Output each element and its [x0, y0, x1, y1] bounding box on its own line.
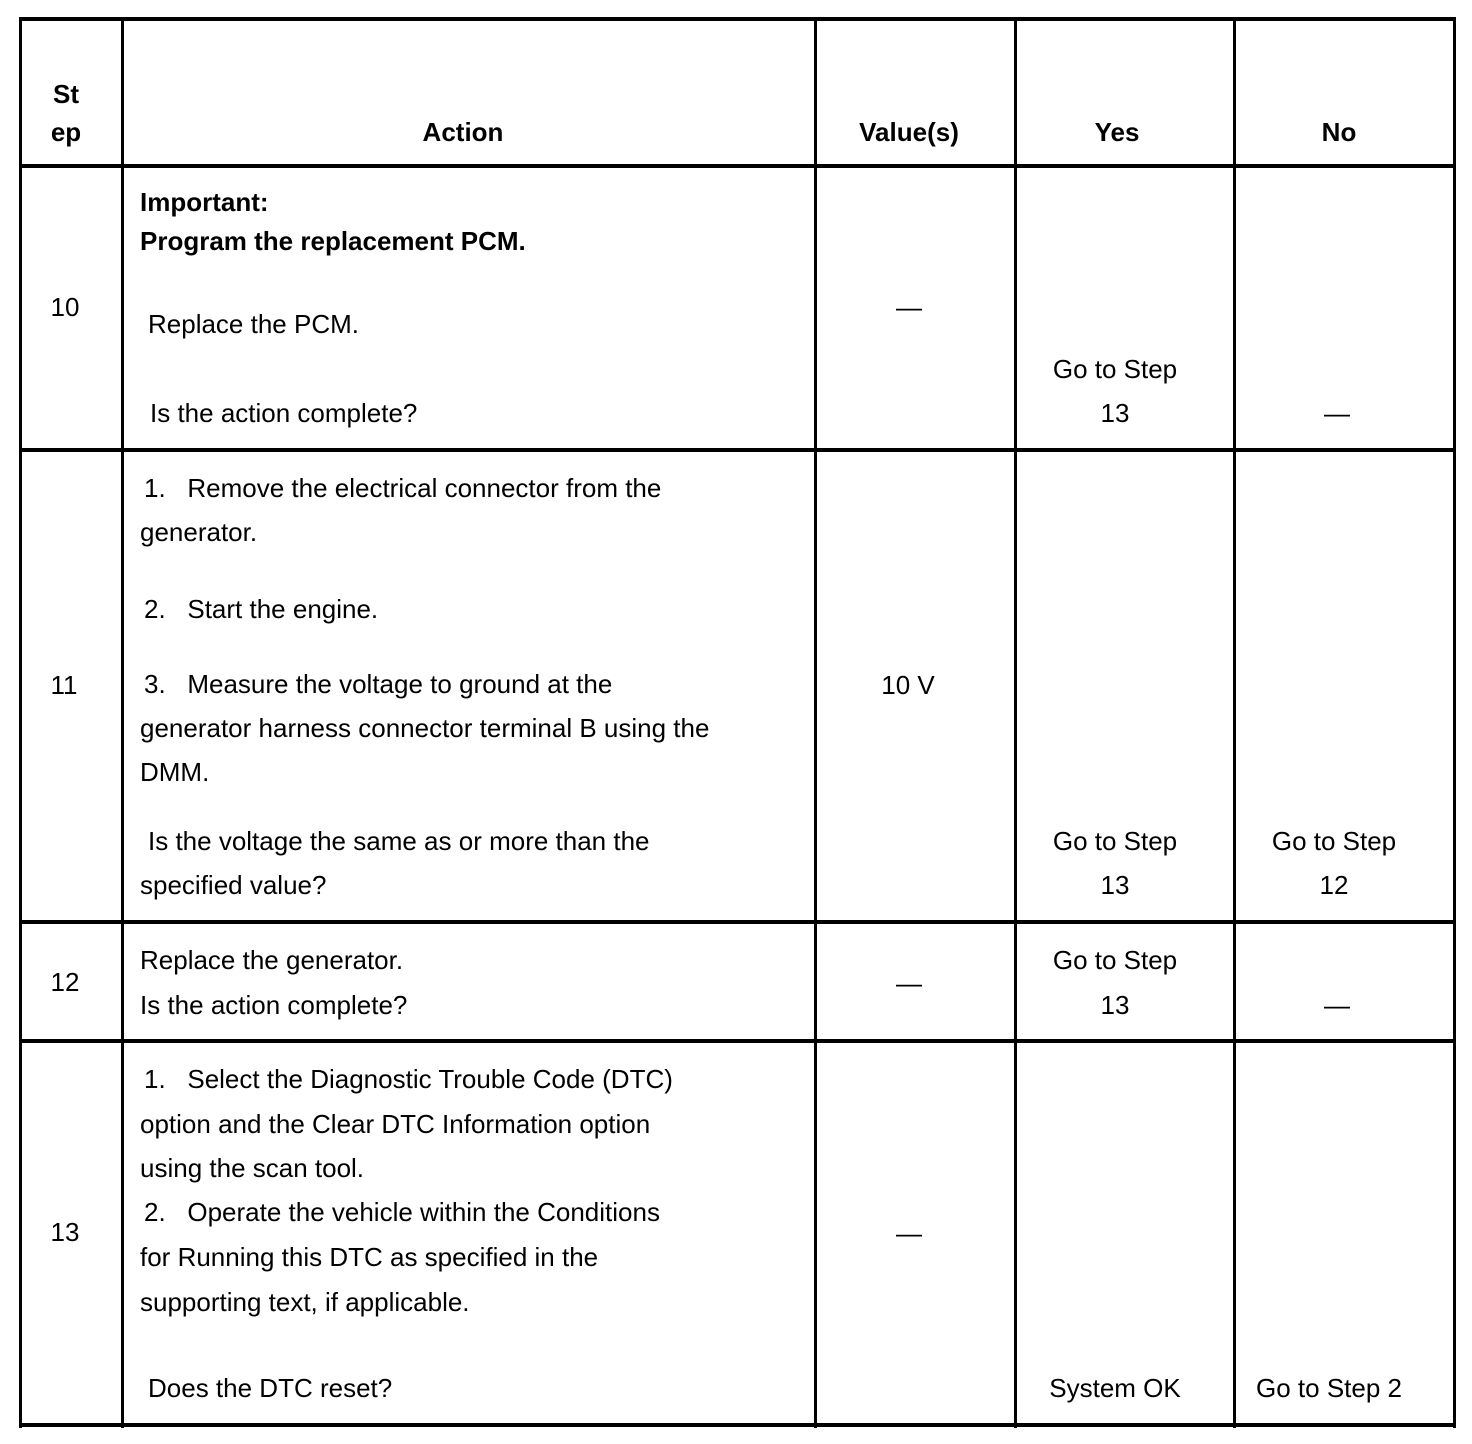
action-step-1-line3: using the scan tool.	[140, 1153, 365, 1183]
header-values: Value(s)	[859, 117, 959, 147]
header-no: No	[1321, 117, 1357, 147]
row-divider-10-11	[19, 448, 1456, 452]
step-number: 12	[50, 967, 80, 997]
action-step-3-line1: 3. Measure the voltage to ground at the	[144, 669, 613, 699]
table-border-bottom	[19, 1423, 1456, 1427]
yes-cell-line2: 13	[1100, 870, 1130, 900]
no-cell: —	[1324, 990, 1350, 1020]
table-border-left	[19, 18, 22, 1428]
action-question: Is the action complete?	[150, 398, 418, 428]
no-cell-line1: Go to Step	[1271, 826, 1397, 856]
value-cell: 10 V	[881, 670, 935, 700]
action-text: Replace the PCM.	[148, 309, 359, 339]
step-number: 13	[50, 1217, 80, 1247]
action-question-line2: specified value?	[140, 870, 327, 900]
column-divider-step	[121, 18, 124, 1428]
yes-cell-line2: 13	[1100, 990, 1130, 1020]
action-step-2-line1: 2. Operate the vehicle within the Conditions	[144, 1197, 660, 1227]
yes-cell: System OK	[1049, 1373, 1181, 1403]
header-step-line2: ep	[50, 117, 82, 147]
column-divider-values	[1014, 18, 1017, 1428]
row-divider-12-13	[19, 1039, 1456, 1043]
table-border-right	[1453, 18, 1456, 1428]
yes-cell-line1: Go to Step	[1052, 354, 1178, 384]
action-step-1-line2: generator.	[140, 517, 258, 547]
row-divider-11-12	[19, 920, 1456, 924]
header-action: Action	[422, 117, 504, 147]
no-cell-line2: 12	[1319, 870, 1349, 900]
important-label: Important:	[140, 187, 269, 217]
yes-cell-line2: 13	[1100, 398, 1130, 428]
action-step-2-line1: 2. Start the engine.	[144, 594, 379, 624]
header-step-line1: St	[53, 79, 79, 109]
no-cell: Go to Step 2	[1256, 1373, 1402, 1403]
action-step-3-line3: DMM.	[140, 757, 210, 787]
action-question: Does the DTC reset?	[148, 1373, 393, 1403]
yes-cell-line1: Go to Step	[1052, 945, 1178, 975]
no-cell: —	[1324, 398, 1350, 428]
header-yes: Yes	[1094, 117, 1140, 147]
table-border-top	[19, 17, 1456, 21]
action-step-3-line2: generator harness connector terminal B using the	[140, 713, 710, 743]
column-divider-yes	[1233, 18, 1236, 1428]
step-number: 10	[50, 292, 80, 322]
step-number: 11	[50, 670, 78, 700]
action-text: Replace the generator.	[140, 945, 404, 975]
yes-cell-line1: Go to Step	[1052, 826, 1178, 856]
action-step-2-line3: supporting text, if applicable.	[140, 1287, 470, 1317]
value-cell: —	[896, 1218, 922, 1248]
header-divider	[19, 164, 1456, 168]
action-question: Is the action complete?	[140, 990, 408, 1020]
value-cell: —	[896, 968, 922, 998]
column-divider-action	[814, 18, 817, 1428]
action-question-line1: Is the voltage the same as or more than the	[148, 826, 650, 856]
action-step-1-line1: 1. Select the Diagnostic Trouble Code (DTC)	[144, 1064, 673, 1094]
action-step-1-line2: option and the Clear DTC Information option	[140, 1109, 651, 1139]
value-cell: —	[896, 292, 922, 322]
action-step-2-line2: for Running this DTC as specified in the	[140, 1242, 599, 1272]
action-step-1-line1: 1. Remove the electrical connector from the	[144, 473, 662, 503]
important-text: Program the replacement PCM.	[140, 226, 526, 256]
